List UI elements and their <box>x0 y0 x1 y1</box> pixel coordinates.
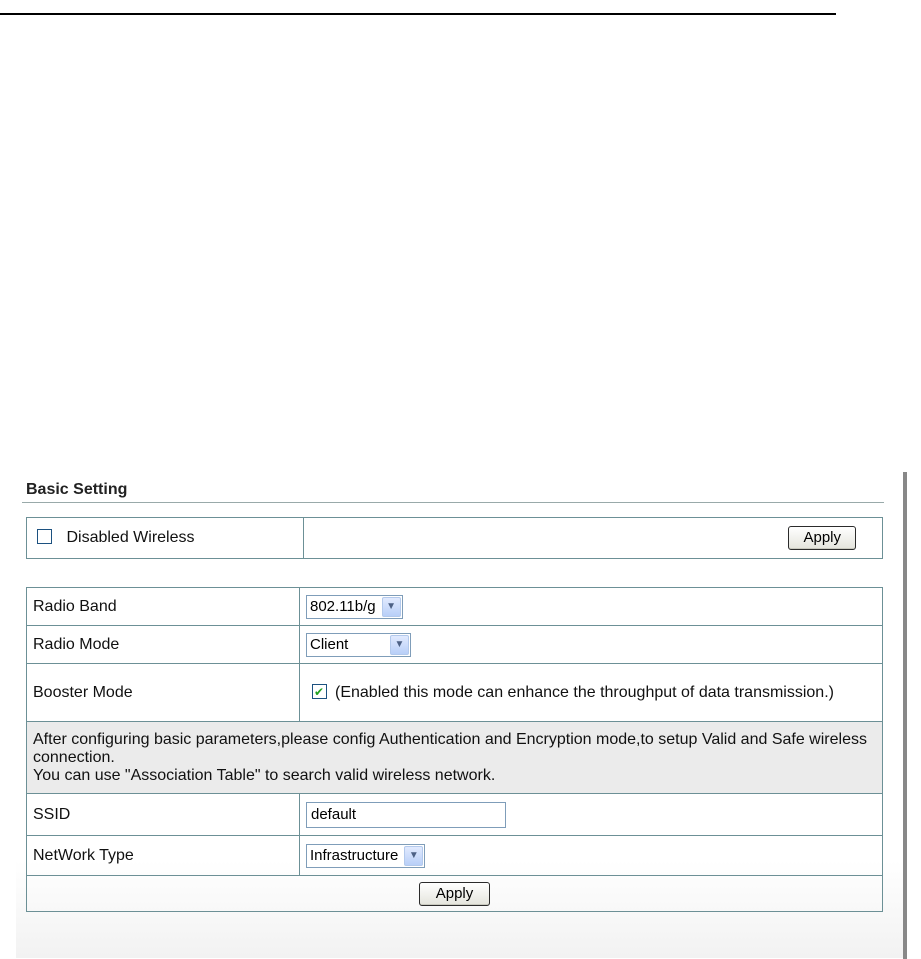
radio-mode-label: Radio Mode <box>27 626 300 664</box>
apply-button-top[interactable]: Apply <box>788 526 856 550</box>
radio-mode-select[interactable]: Client ▼ <box>306 633 411 657</box>
ssid-input[interactable] <box>306 802 506 828</box>
ssid-label: SSID <box>27 794 300 836</box>
scroll-edge <box>903 472 907 959</box>
title-divider <box>22 502 884 503</box>
settings-table <box>26 587 883 912</box>
network-type-select[interactable]: Infrastructure ▼ <box>306 844 425 868</box>
top-rule <box>0 13 836 15</box>
booster-mode-checkbox[interactable] <box>312 684 327 699</box>
disabled-wireless-label: Disabled Wireless <box>66 529 195 546</box>
configuration-note: After configuring basic parameters,please config Authentication and Encryption mode,to setup Valid and Safe wireless connection. You can use "Association Table" to search valid wireless network. <box>27 722 883 794</box>
chevron-down-icon: ▼ <box>382 597 401 617</box>
booster-mode-label: Booster Mode <box>27 664 300 722</box>
basic-setting-panel <box>16 472 904 958</box>
chevron-down-icon: ▼ <box>404 846 423 866</box>
chevron-down-icon: ▼ <box>390 635 409 655</box>
booster-mode-desc: (Enabled this mode can enhance the throughput of data transmission.) <box>335 683 834 701</box>
disable-wireless-table <box>26 517 883 559</box>
section-title: Basic Setting <box>26 481 128 498</box>
radio-band-label: Radio Band <box>27 588 300 626</box>
radio-band-select[interactable]: 802.11b/g ▼ <box>306 595 403 619</box>
disabled-wireless-checkbox[interactable] <box>37 529 52 544</box>
apply-button-bottom[interactable]: Apply <box>419 882 491 906</box>
network-type-label: NetWork Type <box>27 836 300 876</box>
